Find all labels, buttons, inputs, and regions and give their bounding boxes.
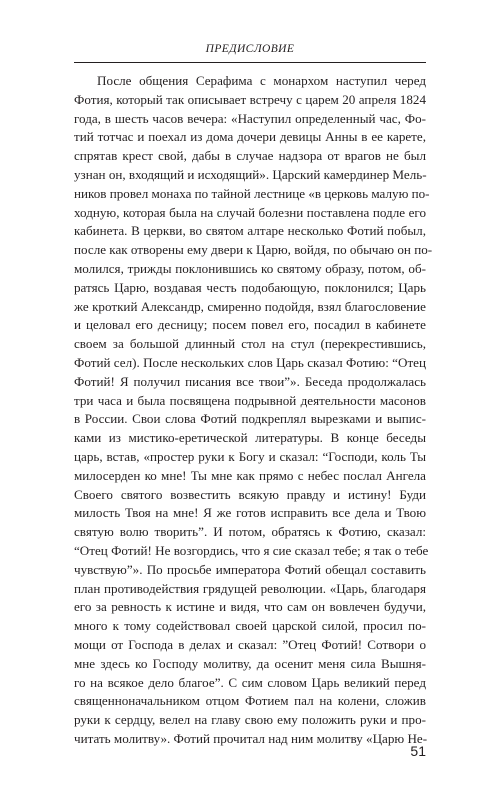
text-line: ников провел монаха по тайной лестнице «в церковь малую по- bbox=[74, 185, 430, 201]
body-text bbox=[74, 72, 433, 749]
text-line: план противодействия грядущей революции. «Царь, благодаря bbox=[74, 580, 426, 596]
text-line: милосерден ко мне! Ты мне как прямо с небес послал Ангела bbox=[74, 467, 426, 483]
text-line: ходную, которая была на случай болезни поставлена подле его bbox=[74, 204, 426, 220]
text-line: спрятав крест свой, дабы в случае надзора от врагов не был bbox=[74, 148, 426, 164]
text-line: его за ревность к истине и видя, что сам он вовлечен будучи, bbox=[74, 599, 426, 615]
header-rule bbox=[74, 62, 426, 63]
text-line: руки к сердцу, велел на главу свою ему положить руки и про- bbox=[74, 712, 426, 728]
text-line: го на всякое дело благое”. С сим словом Царь великий перед bbox=[74, 674, 426, 690]
text-line: святую волю творить”. И потом, обратясь к Фотию, сказал: bbox=[74, 524, 426, 540]
text-line: кабинета. В церкви, во святом алтаре несколько Фотий побыл, bbox=[74, 223, 426, 239]
text-line: ками из мистико-еретической литературы. В конце беседы bbox=[74, 430, 426, 446]
text-line: Своего святого возвестить всякую правду и истину! Буди bbox=[74, 486, 426, 502]
text-line: в России. Свои слова Фотий подкреплял вырезками и выпис- bbox=[74, 411, 426, 427]
text-line: молился, трижды поклонившись ко святому образу, потом, об- bbox=[74, 260, 426, 276]
text-line: своем за большой длинный стол на стул (перекрестившись, bbox=[74, 336, 426, 352]
text-line: Фотий сел). После нескольких слов Царь сказал Фотию: “Отец bbox=[74, 354, 426, 370]
text-line: священноначальником отцом Фотием пал на колени, сложив bbox=[74, 693, 426, 709]
text-line: Фотия, который так описывает встречу с царем 20 апреля 1824 bbox=[74, 91, 426, 107]
text-line: царь, встав, «простер руки к Богу и сказал: “Господи, коль Ты bbox=[74, 448, 426, 464]
text-line: читать молитву». Фотий прочитал над ним молитву «Царю Не- bbox=[74, 730, 428, 746]
text-line: Фотий! Я получил писания все твои”». Беседа продолжалась bbox=[74, 373, 426, 389]
text-line: чувствую”». По просьбе императора Фотий обещал составить bbox=[74, 561, 426, 577]
text-line: три часа и была посвящена подрывной деятельности масонов bbox=[74, 392, 426, 408]
running-header: ПРЕДИСЛОВИЕ bbox=[205, 43, 295, 55]
text-line: года, в шесть часов вечера: «Наступил определенный час, Фо- bbox=[74, 110, 426, 126]
text-line: мощи от Господа в делах и сказал: ”Отец Фотий! Сотвори о bbox=[74, 636, 426, 652]
text-line: много к тому содействовал своей царской силой, просил по- bbox=[74, 618, 426, 634]
text-line: тий тотчас и поехал из дома дочери девицы Анны в ее карете, bbox=[74, 129, 426, 145]
text-line: узнан он, входящий и исходящий». Царский камердинер Мель- bbox=[74, 166, 427, 182]
page-number: 51 bbox=[410, 743, 426, 759]
text-line: мне здесь ко Господу молитву, да осенит меня сила Вышня- bbox=[74, 655, 426, 671]
text-line: милость Твоя на мне! Я же готов исправить все дела и Твою bbox=[74, 505, 426, 521]
text-line: после как отворены ему двери к Царю, войдя, по обычаю он по- bbox=[74, 242, 433, 258]
text-line: же кроткий Александр, смиренно подойдя, взял благословение bbox=[74, 298, 426, 314]
text-line: “Отец Фотий! Не возгордись, что я сие сказал тебе; я так о тебе bbox=[74, 542, 429, 558]
text-line: ратясь Царю, воздавая честь подобающую, поклонился; Царь bbox=[74, 279, 426, 295]
text-line: и целовал его десницу; посем повел его, посадил в кабинете bbox=[74, 317, 426, 333]
text-line: После общения Серафима с монархом наступил черед bbox=[97, 73, 426, 88]
